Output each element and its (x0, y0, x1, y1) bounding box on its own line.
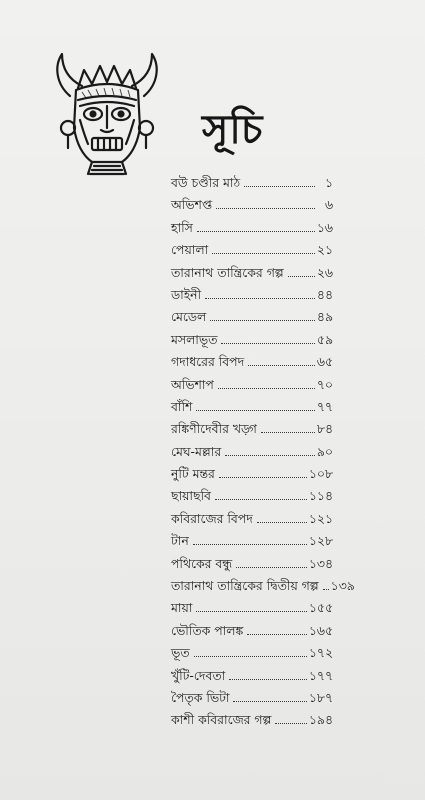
toc-page-number: ১৭৭ (308, 667, 333, 683)
toc-page-number: ১২১ (308, 510, 333, 526)
toc-page-number: ৬ (324, 197, 333, 213)
toc-entry-title: টান (171, 533, 189, 549)
toc-page-number: ৭০ (316, 376, 333, 392)
toc-entry-title: রঙ্কিণীদেবীর খড়্গ (171, 421, 257, 437)
toc-entry (171, 578, 355, 600)
toc-entry (171, 623, 333, 645)
toc-page-number: ১১৪ (308, 488, 333, 504)
dot-leader (275, 722, 306, 724)
toc-entry (171, 175, 333, 197)
dot-leader (221, 342, 314, 344)
toc-entry (171, 421, 333, 443)
toc-entry (171, 690, 333, 712)
dot-leader (197, 230, 315, 232)
dot-leader (212, 252, 315, 254)
toc-entry-title: পথিকের বন্ধু (171, 555, 233, 571)
toc-entry (171, 533, 333, 555)
dot-leader (205, 297, 315, 299)
toc-entry-title: কবিরাজের বিপদ (171, 510, 253, 526)
toc-entry-title: ভৌতিক পালঙ্ক (171, 622, 244, 638)
toc-page-number: ১৭২ (308, 645, 333, 661)
toc-page-number: ১৯৪ (308, 712, 333, 728)
dot-leader (219, 476, 307, 478)
dot-leader (257, 521, 307, 523)
dot-leader (210, 319, 315, 321)
toc-entry (171, 712, 333, 734)
toc-page-number: ৫৯ (316, 331, 333, 347)
toc-entry-title: তারানাথ তান্ত্রিকের গল্প (171, 264, 284, 280)
toc-entry (171, 511, 333, 533)
toc-entry (171, 668, 333, 690)
page-title: সূচি (202, 107, 264, 153)
toc-entry (171, 645, 333, 667)
dot-leader (236, 566, 307, 568)
toc-entry-title: বাঁশি (171, 398, 193, 414)
toc-entry-title: ভূত (171, 645, 190, 661)
dot-leader (323, 588, 329, 590)
toc-entry-title: পৈতৃক ভিটা (171, 689, 230, 705)
toc-page-number: ১২৮ (308, 533, 333, 549)
toc-page-number: ১ (324, 175, 333, 190)
dot-leader (261, 431, 315, 433)
toc-page-number: ৪৪ (316, 286, 333, 302)
table-of-contents (171, 175, 355, 735)
toc-page-number: ১০৮ (308, 466, 333, 482)
dot-leader (244, 185, 315, 187)
toc-entry (171, 265, 333, 287)
toc-entry-title: তারানাথ তান্ত্রিকের দ্বিতীয় গল্প (171, 578, 319, 594)
dot-leader (193, 543, 307, 545)
toc-page-number: ১৮৭ (308, 689, 333, 705)
toc-entry-title: অভিশপ্ত (171, 197, 213, 213)
toc-entry (171, 488, 333, 510)
toc-page-number: ১৬৫ (308, 622, 333, 638)
toc-entry-title: মেঘ-মল্লার (171, 443, 222, 459)
toc-entry (171, 399, 333, 421)
toc-entry (171, 309, 333, 331)
toc-entry-title: বউ চণ্ডীর মাঠ (171, 175, 241, 190)
dot-leader (288, 275, 315, 277)
toc-entry (171, 242, 333, 264)
toc-entry (171, 332, 333, 354)
toc-page-number: ২১ (316, 242, 333, 258)
dot-leader (233, 700, 306, 702)
toc-entry-title: ছায়াছবি (171, 488, 211, 504)
dot-leader (248, 364, 315, 366)
toc-entry (171, 600, 333, 622)
dot-leader (225, 454, 315, 456)
toc-page-number: ২৬ (316, 264, 333, 280)
dot-leader (247, 633, 307, 635)
toc-page-number: ১৩৯ (330, 578, 355, 594)
dot-leader (196, 409, 315, 411)
toc-page-number: ১৫৫ (308, 600, 333, 616)
dot-leader (196, 610, 307, 612)
toc-page-number: ১৬ (316, 219, 333, 235)
toc-page-number: ৬৫ (316, 354, 333, 370)
toc-entry (171, 444, 333, 466)
toc-entry (171, 220, 333, 242)
toc-entry-title: অভিশাপ (171, 376, 214, 392)
toc-entry-title: মেডেল (171, 309, 207, 325)
dot-leader (229, 678, 307, 680)
toc-page-number: ৪৯ (316, 309, 333, 325)
toc-entry-title: হাসি (171, 219, 193, 235)
toc-entry-title: মায়া (171, 600, 193, 616)
tribal-mask-illustration (48, 48, 166, 176)
toc-entry (171, 354, 333, 376)
toc-entry (171, 466, 333, 488)
toc-entry (171, 377, 333, 399)
toc-entry (171, 287, 333, 309)
toc-page-number: ৭৭ (316, 398, 333, 414)
toc-entry-title: গদাধরের বিপদ (171, 354, 245, 370)
toc-entry-title: কাশী কবিরাজের গল্প (171, 712, 272, 728)
toc-page-number: ১৩৪ (308, 555, 333, 571)
toc-entry-title: নুটি মন্তর (171, 466, 215, 482)
toc-entry (171, 197, 333, 219)
toc-entry-title: খুঁটি-দেবতা (171, 667, 226, 683)
toc-entry (171, 556, 333, 578)
toc-entry-title: ডাইনী (171, 286, 202, 302)
toc-page-number: ৯০ (316, 443, 333, 459)
dot-leader (194, 655, 307, 657)
dot-leader (218, 387, 315, 389)
dot-leader (215, 498, 307, 500)
toc-page-number: ৮৪ (316, 421, 333, 437)
toc-entry-title: পেয়ালা (171, 242, 209, 258)
dot-leader (216, 207, 315, 209)
toc-entry-title: মসলাভূত (171, 331, 218, 347)
